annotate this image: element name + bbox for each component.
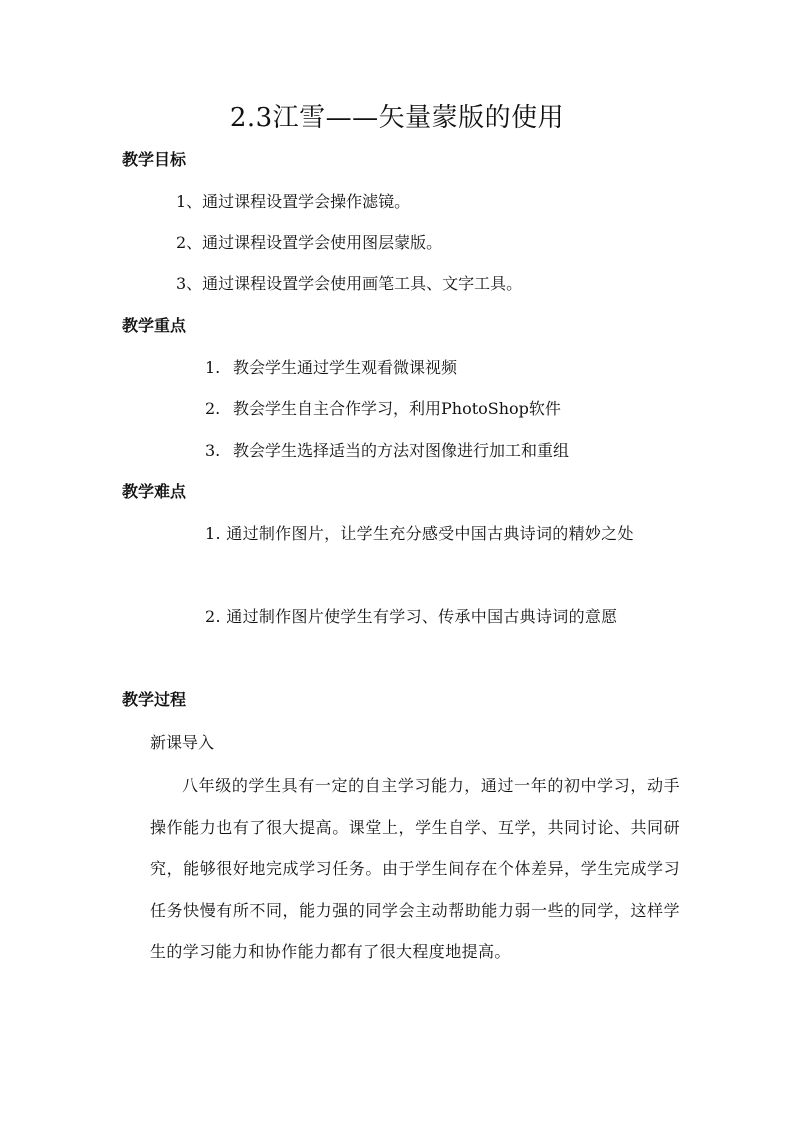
difficulty-text: 通过制作图片，让学生充分感受中国古典诗词的精妙之处 bbox=[226, 524, 634, 543]
key-point-number: 2. bbox=[205, 399, 221, 418]
key-point-text: 教会学生自主合作学习，利用PhotoShop软件 bbox=[233, 399, 561, 418]
difficulty-number: 1. bbox=[205, 524, 221, 543]
process-paragraph: 八年级的学生具有一定的自主学习能力，通过一年的初中学习，动手操作能力也有了很大提高。课堂上，学生自学、互学，共同讨论、共同研究，能够很好地完成学习任务。由于学生间存在个体差异，学生完成学习任务快慢有所不同，能力强的同学会主动帮助能力弱一些的同学，这样学生的学习能力和协作能力都有了很大程度地提高。 bbox=[150, 776, 680, 961]
key-point-item-3 bbox=[205, 439, 569, 463]
document-title: 2.3江雪——矢量蒙版的使用 bbox=[229, 103, 565, 133]
key-point-item-2 bbox=[205, 397, 561, 421]
objectives-heading: 教学目标 bbox=[122, 150, 187, 169]
difficulty-item-1 bbox=[175, 513, 680, 555]
key-points-heading: 教学重点 bbox=[122, 316, 187, 335]
process-subheading: 新课导入 bbox=[150, 733, 215, 752]
key-point-text: 教会学生选择适当的方法对图像进行加工和重组 bbox=[233, 441, 570, 460]
difficulty-text: 通过制作图片使学生有学习、传承中国古典诗词的意愿 bbox=[226, 607, 618, 626]
difficulty-number: 2. bbox=[205, 607, 221, 626]
key-point-text: 教会学生通过学生观看微课视频 bbox=[233, 358, 458, 377]
objective-item-3: 3、通过课程设置学会使用画笔工具、文字工具。 bbox=[176, 274, 523, 293]
objective-item-2: 2、通过课程设置学会使用图层蒙版。 bbox=[176, 233, 443, 252]
objective-item-1: 1、通过课程设置学会操作滤镜。 bbox=[176, 192, 411, 211]
key-point-number: 1. bbox=[205, 358, 221, 377]
difficulties-heading: 教学难点 bbox=[122, 482, 187, 501]
difficulty-item-2 bbox=[175, 596, 680, 638]
process-heading: 教学过程 bbox=[122, 690, 187, 709]
key-point-item-1 bbox=[205, 356, 457, 380]
key-point-number: 3. bbox=[205, 441, 221, 460]
